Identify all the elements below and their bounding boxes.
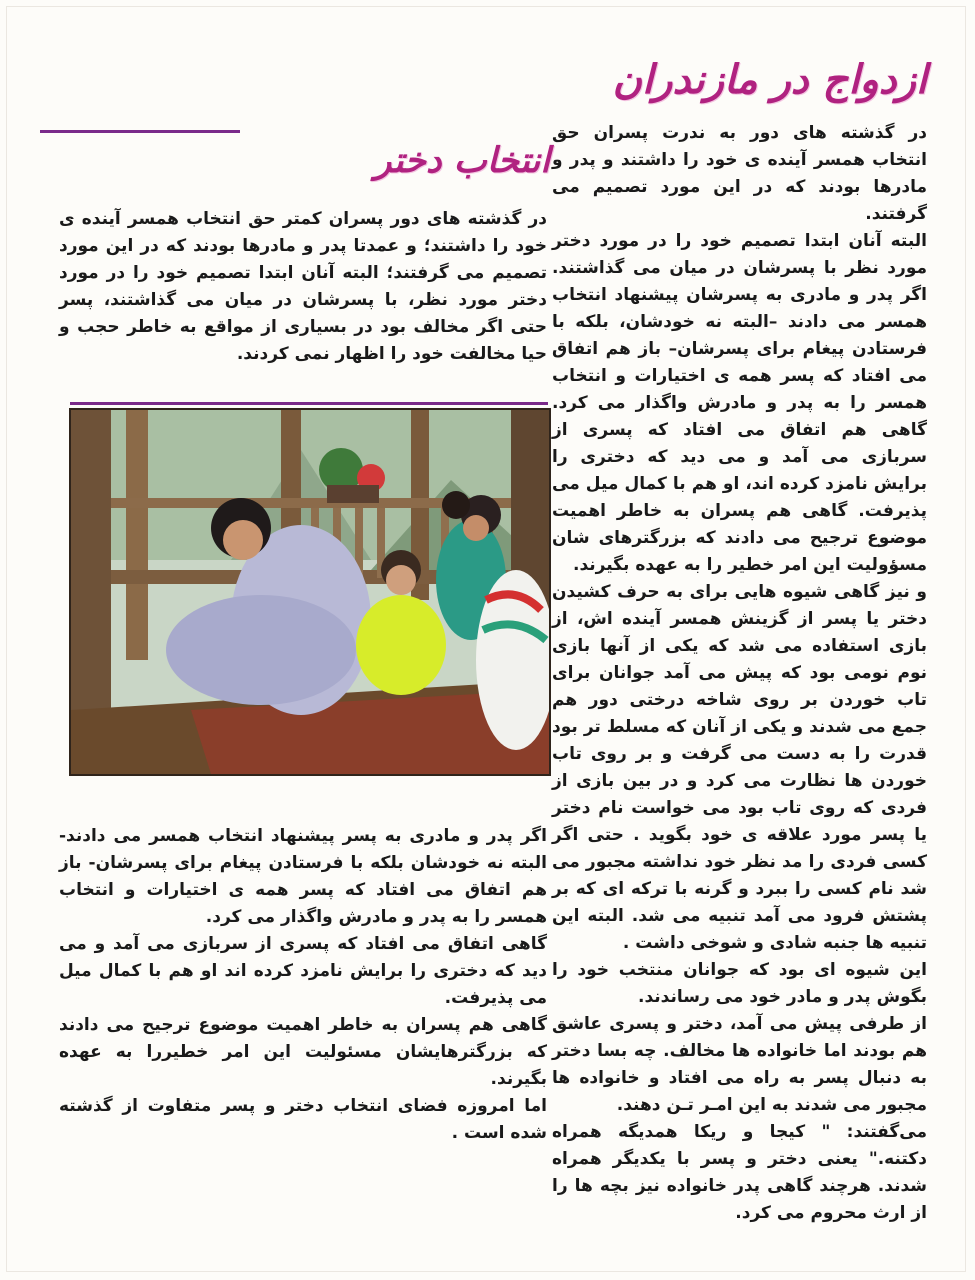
bottom-paragraph: گاهی اتفاق می افتاد که پسری از سربازی می آمد و می دید که دختری را برایش نامزد کرده اند او هم با کمال میل می پذیرفت. bbox=[59, 934, 547, 1008]
section-title: انتخاب دختر bbox=[374, 140, 550, 181]
bottom-paragraph: گاهی هم پسران به خاطر اهمیت موضوع ترجیح می دادند که بزرگترهایشان مسئولیت این امر خطیررا به عهده بگیرند. bbox=[59, 1015, 547, 1089]
bottom-block bbox=[59, 823, 547, 1147]
bottom-paragraph: اگر پدر و مادری به پسر پیشنهاد انتخاب همسر می دادند-البته نه خودشان بلکه با فرستادن پیغام برای پسرشان- باز هم اتفاق می افتاد که پسر همه ی اختیارات و انتخاب همسر را به پدر و مادرش واگذار می کرد. bbox=[59, 826, 547, 927]
right-paragraph: از طرفی پیش می آمد، دختر و پسری عاشق هم بودند اما خانواده ها مخالف. چه بسا دختر به دنبال پسر به راه می افتاد و خانواده ها مجبور می شدند به این امـر تـن دهند. bbox=[552, 1014, 927, 1115]
article-title: ازدواج در مازندران bbox=[612, 56, 927, 103]
intro-text: در گذشته های دور پسران کمتر حق انتخاب همسر آینده ی خود را داشتند؛ و عمدتا پدر و مادرها بودند که در این مورد تصمیم می گرفتند؛ البته آنان ابتدا تصمیم خود را در مورد دختر مورد نظر، با پسرشان در میان می گذاشتند، پسر حتی اگر مخالف بود در بسیاری از مواقع به خاطر حجب و حیا مخالفت خود را اظهار نمی کردند. bbox=[59, 209, 547, 364]
right-paragraph: و نیز گاهی شیوه هایی برای به حرف کشیدن دختر یا پسر از گزینش همسر آینده اش، از بازی استفاده می شد که یکی از آنها بازی نوم نومی بود که پیش می آمد جوانان برای تاب خوردن بر روی شاخه درختی دور هم جمع می شدند و یکی از آنان که مسلط تر بود قدرت را به دست می گرفت و بر روی تاب خوردن ها نظارت می کرد و در بین بازی از فردی که روی تاب بود می خواست نام دختر یا پسر مورد علاقه ی خود بگوید . حتی اگر کسی فردی را مد نظر خود نداشته مجبور می شد نام کسی را ببرد و گرنه با ترکه ای که بر پشتش فرود می آمد تنبیه می شد. البته این تنبیه ها جنبه شادی و شوخی داشت . bbox=[552, 582, 927, 953]
right-paragraph: این شیوه ای بود که جوانان منتخب خود را بگوش پدر و مادر خود می رساندند. bbox=[552, 960, 927, 1007]
right-paragraph: می‌گفتند: " کیجا و ریکا همدیگه همراه دکتنه." یعنی دختر و پسر با یکدیگر همراه شدند. هرچند گاهی پدر خانواده نیز بچه ها را از ارث محروم می کرد. bbox=[552, 1122, 927, 1223]
family-photo bbox=[69, 408, 551, 776]
bottom-paragraph: اما امروزه فضای انتخاب دختر و پسر متفاوت از گذشته شده است . bbox=[59, 1096, 547, 1143]
right-column bbox=[552, 120, 927, 1227]
photo-rule bbox=[70, 402, 548, 405]
photo-illustration bbox=[71, 410, 549, 774]
right-paragraph: البته آنان ابتدا تصمیم خود را در مورد دختر مورد نظر با پسرشان در میان می گذاشتند. اگر پدر و مادری به پسرشان پیشنهاد انتخاب همسر می دادند –البته نه خودشان، بلکه با فرستادن پیغام برای پسرشان– باز هم اتفاق می افتاد که پسر همه ی اختیارات و انتخاب همسر را به پدر و مادرش واگذار می کرد. گاهی هم اتفاق می افتاد که پسری از سربازی می آمد و می دید که دختری را برایش نامزد کرده اند، او هم با کمال میل می پذیرفت. گاهی هم پسران به خاطر اهمیت موضوع ترجیح می دادند که بزرگترهای شان مسؤولیت این امر خطیر را به عهده بگیرند. bbox=[552, 231, 927, 575]
right-paragraph: در گذشته های دور به ندرت پسران حق انتخاب همسر آینده ی خود را داشتند و پدر و مادرها بودند که در این مورد تصمیم می گرفتند. bbox=[552, 123, 927, 224]
intro-paragraph bbox=[59, 206, 547, 368]
title-rule bbox=[40, 130, 240, 133]
